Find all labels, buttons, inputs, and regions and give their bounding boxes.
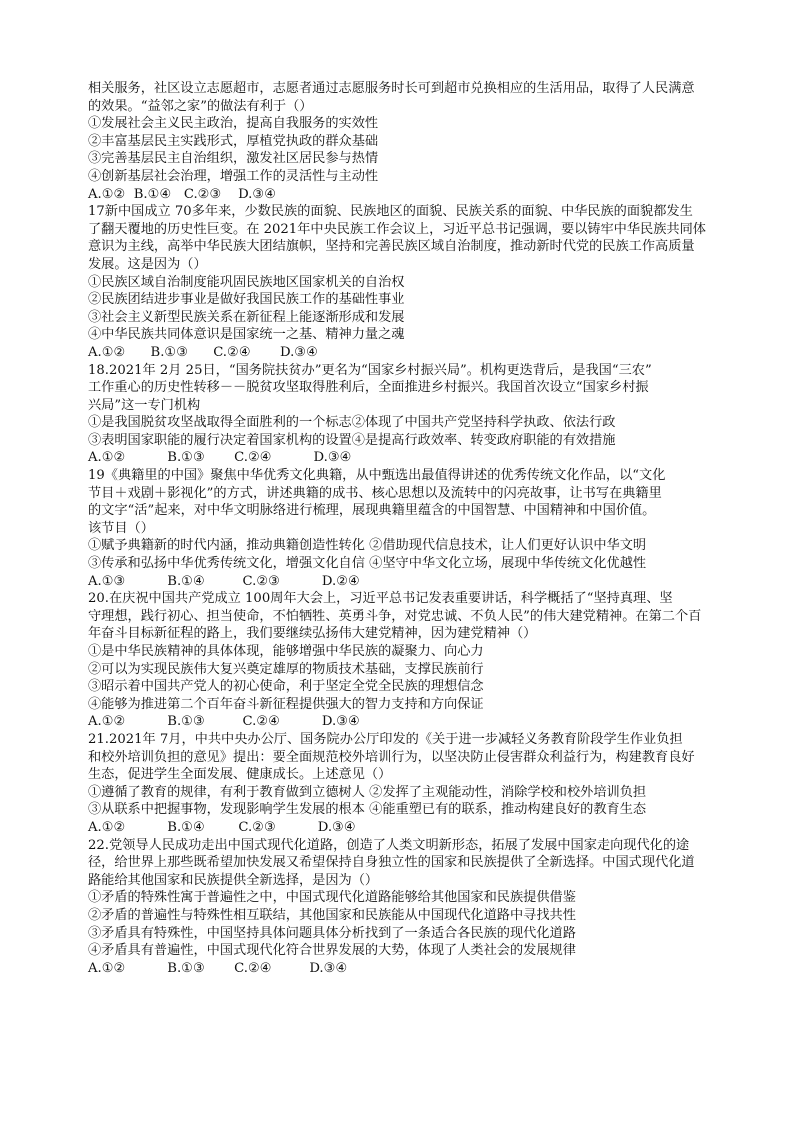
option-line: ②丰富基层民主实践形式，厚植党执政的群众基础: [88, 133, 379, 149]
answer-choices: A.①② B.①③ C.②④ D.③④: [88, 344, 318, 360]
question-18: [88, 362, 718, 468]
question-stem-line: 相关服务，社区设立志愿超市，志愿者通过志愿服务时长可到超市兑换相应的生活用品，取得了人民满意: [88, 81, 695, 96]
option-line: ③从联系中把握事物，发现影响学生发展的根本 ④能重塑已有的联系，推动构建良好的教育生态: [88, 802, 647, 818]
question-stem-line: 路能给其他国家和民族提供全新选择，是因为（）: [88, 872, 379, 888]
option-line: ③矛盾具有特殊性，中国坚持具体问题具体分析找到了一条适合各民族的现代化道路: [88, 925, 576, 941]
question-stem-line: 19《典籍里的中国》聚焦中华优秀文化典籍，从中甄选出最值得讲述的优秀传统文化作品，以“文化: [88, 468, 666, 484]
option-line: ①赋予典籍新的时代内涵，推动典籍创造性转化 ②借助现代信息技术，让人们更好认识中华文明: [88, 538, 647, 554]
question-16: [88, 80, 718, 203]
option-line: ③昭示着中国共产党人的初心使命，利于坚定全党全民族的理想信念: [88, 679, 484, 695]
answer-choices: A.①② B.①③ C.②④ D.③④: [88, 714, 360, 730]
question-stem-line: 守理想，践行初心、担当使命，不怕牺牲、英勇斗争，对党忠诚、不负人民”的伟大建党精神。在第二个百: [88, 608, 702, 624]
question-stem-line: 22.党领导人民成功走出中国式现代化道路，创造了人类文明新形态，拓展了发展中国家走向现代化的途: [88, 837, 690, 853]
question-stem-line: 的文字“活”起来，对中华文明脉络进行梳理，展现典籍里蕴含的中国智慧、中国精神和中国价值。: [88, 503, 656, 519]
option-line: ②矛盾的普遍性与特殊性相互联结，其他国家和民族能从中国现代化道路中寻找共性: [88, 907, 576, 923]
question-stem-line: 生态，促进学生全面发展、健康成长。上述意见（）: [88, 767, 392, 783]
option-line: ①矛盾的特殊性寓于普遍性之中，中国式现代化道路能够给其他国家和民族提供借鉴: [88, 890, 576, 906]
question-stem-line: 21.2021年 7月，中共中央办公厅、国务院办公厅印发的《关于进一步减轻义务教育阶段学生作业负担: [88, 731, 683, 747]
option-line: ③表明国家职能的履行决定着国家机构的设置④是提高行政效率、转变政府职能的有效措施: [88, 432, 616, 448]
question-stem-line: 意识为主线，高举中华民族大团结旗帜，坚持和完善民族区域自治制度，推动新时代党的民族工作高质量: [88, 239, 695, 255]
answer-choices: A.①② B.①③ C.②④ D.③④: [88, 960, 348, 976]
option-line: ③完善基层民主自治组织，激发社区居民参与热情: [88, 151, 379, 167]
answer-choices: A.①③ B.①④ C.②③ D.②④: [88, 573, 360, 589]
question-17: [88, 203, 718, 361]
question-stem-line: 径，给世界上那些既希望加快发展又希望保持自身独立性的国家和民族提供了全新选择。中国式现代化道: [88, 855, 695, 871]
question-stem-line: 兴局”这一专门机构: [88, 397, 201, 413]
answer-choices: A.①② B.①④ C.②③ D.③④: [88, 186, 277, 202]
option-line: ④能够为推进第二个百年奋斗新征程提供强大的智力支持和方向保证: [88, 696, 484, 712]
option-line: ①是我国脱贫攻坚战取得全面胜利的一个标志②体现了中国共产党坚持科学执政、依法行政: [88, 415, 616, 431]
option-line: ③传承和弘扬中华优秀传统文化，增强文化自信 ④坚守中华文化立场，展现中华传统文化优越性: [88, 556, 647, 572]
answer-choices: A.①② B.①③ C.②④ D.③④: [88, 450, 352, 466]
option-line: ④矛盾具有普遍性，中国式现代化符合世界发展的大势，体现了人类社会的发展规律: [88, 943, 576, 959]
question-22: [88, 837, 718, 978]
option-line: ②可以为实现民族伟大复兴奠定雄厚的物质技术基础，支撑民族前行: [88, 661, 484, 677]
answer-choices: A.①② B.①④ C.②③ D.③④: [88, 819, 356, 835]
exam-page: [88, 80, 718, 977]
question-stem-line: 17新中国成立 70多年来，少数民族的面貌、民族地区的面貌、民族关系的面貌、中华民族的面貌都发生: [88, 204, 693, 220]
question-stem-line: 18.2021年 2月 25日，“国务院扶贫办”更名为“国家乡村振兴局”。机构更迭背后，是我国“三农”: [88, 362, 652, 378]
question-stem-line: 工作重心的历史性转移－－脱贫攻坚取得胜利后，全面推进乡村振兴。我国首次设立“国家乡村振: [88, 380, 649, 396]
option-line: ④创新基层社会治理，增强工作的灵活性与主动性: [88, 168, 379, 184]
question-stem-line: 节目＋戏剧＋影视化”的方式，讲述典籍的成书、核心思想以及流转中的闪亮故事，让书写在典籍里: [88, 485, 662, 501]
option-line: ①遵循了教育的规律，有利于教育做到立德树人 ②发挥了主观能动性，消除学校和校外培训负担: [88, 784, 647, 800]
question-stem-line: 了翻天覆地的历史性巨变。在 2021年中央民族工作会议上，习近平总书记强调，要以铸牢中华民族共同体: [88, 221, 706, 237]
question-20: [88, 590, 718, 731]
question-stem-line: 的效果。“益邻之家”的做法有利于（）: [88, 98, 313, 114]
question-stem-line: 该节目（）: [88, 520, 154, 536]
question-19: [88, 467, 718, 590]
option-line: ②民族团结进步事业是做好我国民族工作的基础性事业: [88, 292, 405, 308]
option-line: ①发展社会主义民主政治，提高自我服务的实效性: [88, 116, 379, 132]
question-stem-line: 和校外培训负担的意见》提出：要全面规范校外培训行为，以坚决防止侵害群众利益行为，构建教育良好: [88, 749, 695, 765]
option-line: ①民族区域自治制度能巩固民族地区国家机关的自治权: [88, 274, 405, 290]
option-line: ④中华民族共同体意识是国家统一之基、精神力量之魂: [88, 327, 405, 343]
option-line: ③社会主义新型民族关系在新征程上能逐渐形成和发展: [88, 309, 405, 325]
option-line: ①是中华民族精神的具体体现，能够增强中华民族的凝聚力、向心力: [88, 644, 484, 659]
question-stem-line: 20.在庆祝中国共产党成立 100周年大会上，习近平总书记发表重要讲话，科学概括了“坚持真理、坚: [88, 591, 673, 607]
question-stem-line: 年奋斗目标新征程的路上，我们要继续弘扬伟大建党精神，因为建党精神（）: [88, 626, 537, 642]
question-stem-line: 发展。这是因为（）: [88, 256, 207, 272]
question-21: [88, 731, 718, 837]
